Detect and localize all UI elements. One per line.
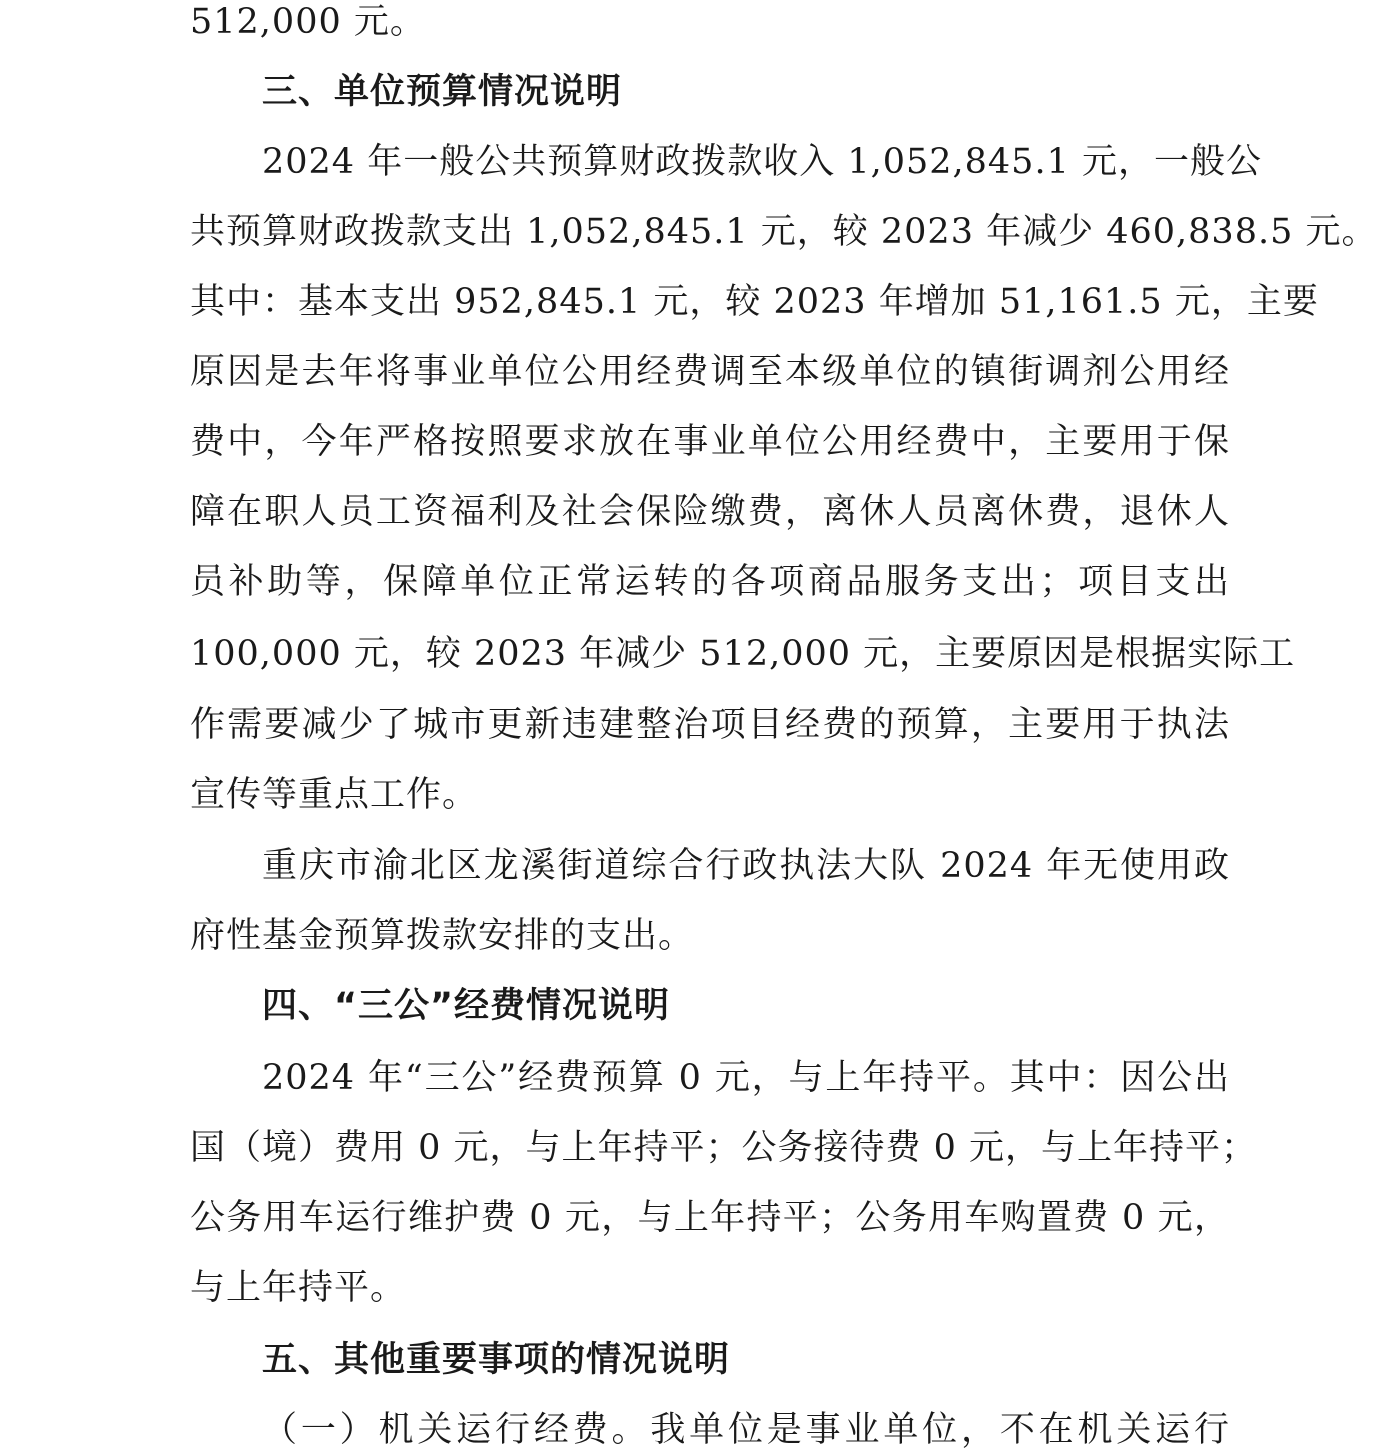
paragraph-line: 国（境）费用 0 元，与上年持平；公务接待费 0 元，与上年持平； [190,1128,1258,1168]
paragraph-line: 员补助等，保障单位正常运转的各项商品服务支出；项目支出 [190,562,1230,602]
paragraph-line: 2024 年“三公”经费预算 0 元，与上年持平。其中：因公出 [262,1058,1230,1098]
paragraph-line: 费中，今年严格按照要求放在事业单位公用经费中，主要用于保 [190,422,1230,462]
paragraph-line: 府性基金预算拨款安排的支出。 [190,916,695,956]
paragraph-line: 宣传等重点工作。 [190,775,479,815]
paragraph-line: 共预算财政拨款支出 1,052,845.1 元，较 2023 年减少 460,838.5 元。 [190,212,1378,252]
section-heading-4: 四、“三公”经费情况说明 [262,986,671,1026]
section-heading-3: 三、单位预算情况说明 [262,72,623,112]
section-heading-5: 五、其他重要事项的情况说明 [262,1340,731,1380]
paragraph-line: 100,000 元，较 2023 年减少 512,000 元，主要原因是根据实际工 [190,634,1296,674]
paragraph-line: （一）机关运行经费。我单位是事业单位，不在机关运行 [262,1410,1230,1450]
paragraph-line: 障在职人员工资福利及社会保险缴费，离休人员离休费，退休人 [190,492,1230,532]
paragraph-line: 2024 年一般公共预算财政拨款收入 1,052,845.1 元，一般公 [262,142,1262,182]
paragraph-line: 重庆市渝北区龙溪街道综合行政执法大队 2024 年无使用政 [262,846,1230,886]
paragraph-line: 其中：基本支出 952,845.1 元，较 2023 年增加 51,161.5 元，主要 [190,282,1319,322]
paragraph-line: 512,000 元。 [190,2,426,42]
paragraph-line: 公务用车运行维护费 0 元，与上年持平；公务用车购置费 0 元， [190,1198,1230,1238]
paragraph-line: 与上年持平。 [190,1268,407,1308]
paragraph-line: 原因是去年将事业单位公用经费调至本级单位的镇街调剂公用经 [190,352,1230,392]
paragraph-line: 作需要减少了城市更新违建整治项目经费的预算，主要用于执法 [190,705,1230,745]
